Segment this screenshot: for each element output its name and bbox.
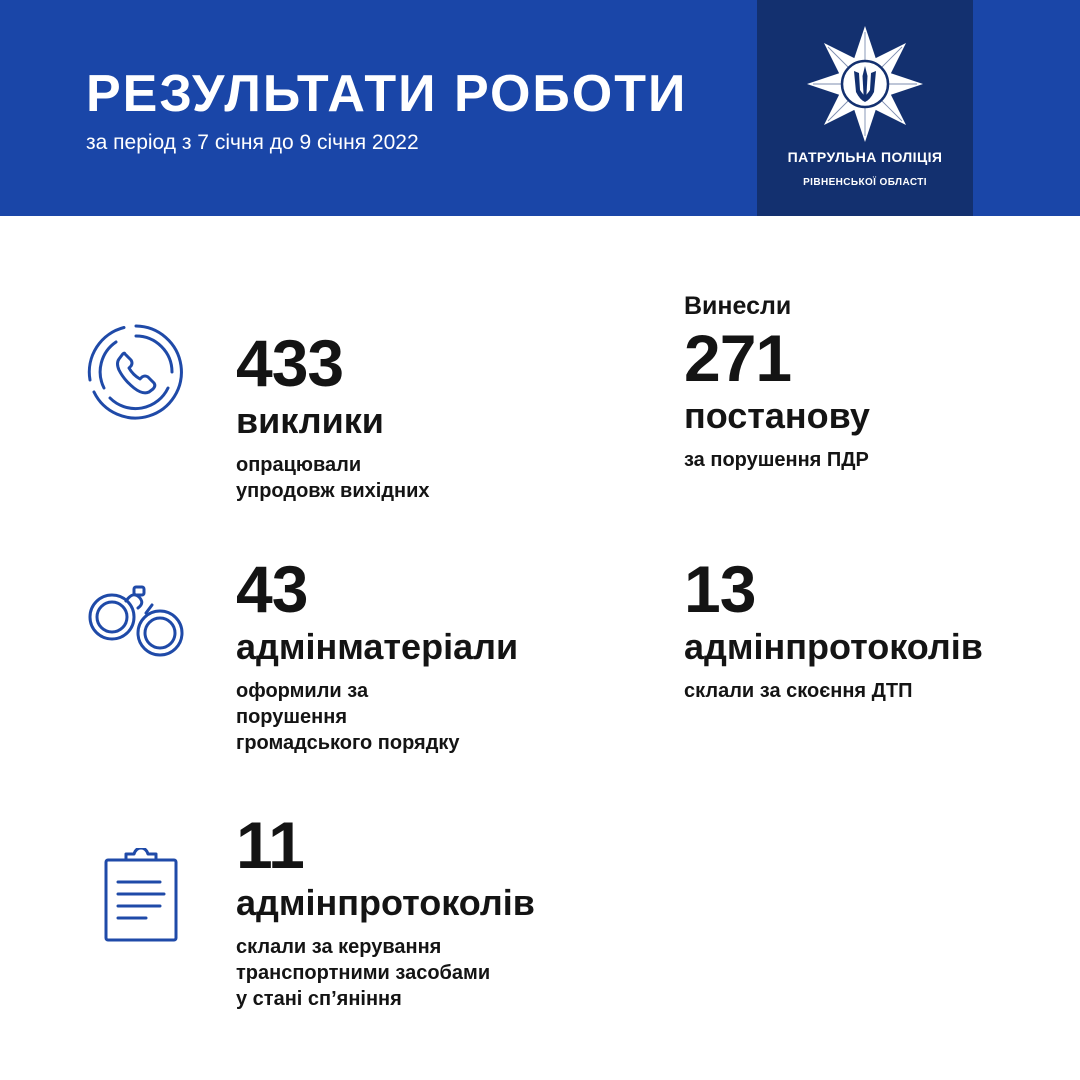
police-logo: [757, 0, 973, 216]
stat-number: 11: [236, 808, 304, 882]
stat-number: 433: [236, 326, 344, 400]
stat-protocols-dtp: [684, 554, 983, 704]
stat-calls: [236, 328, 430, 504]
stat-label: постанову: [684, 395, 870, 436]
stat-label: адмінматеріали: [236, 626, 519, 667]
stat-label: виклики: [236, 400, 384, 441]
stat-description: за порушення ПДР: [684, 449, 869, 471]
header-banner: [0, 0, 1080, 216]
stat-label: адмінпротоколів: [684, 626, 983, 667]
stat-description: склали за керування транспортними засобами у стані сп’яніння: [236, 936, 491, 1010]
stat-description: склали за скоєння ДТП: [684, 680, 913, 702]
logo-line-2: РІВНЕНСЬКОЇ ОБЛАСТІ: [803, 177, 927, 188]
phone-icon: [86, 322, 186, 422]
handcuffs-icon: [86, 575, 190, 665]
stat-number: 13: [684, 552, 756, 626]
stat-admin-materials: [236, 554, 518, 756]
period-subtitle: за період з 7 січня до 9 січня 2022: [86, 131, 419, 154]
stat-prefix: Винесли: [684, 292, 792, 320]
stat-description: оформили за порушення громадського порядку: [236, 680, 460, 754]
page-title: РЕЗУЛЬТАТИ РОБОТИ: [86, 65, 688, 123]
stat-protocols-drunk: [236, 810, 535, 1012]
logo-line-1: ПАТРУЛЬНА ПОЛІЦІЯ: [787, 149, 943, 165]
stat-description: опрацювали упродовж вихідних: [236, 454, 430, 502]
clipboard-icon: [102, 848, 180, 944]
stat-label: адмінпротоколів: [236, 882, 535, 923]
stat-number: 43: [236, 552, 308, 626]
police-star-icon: [805, 24, 925, 144]
stat-number: 271: [684, 321, 792, 395]
stat-resolutions: [684, 292, 870, 473]
